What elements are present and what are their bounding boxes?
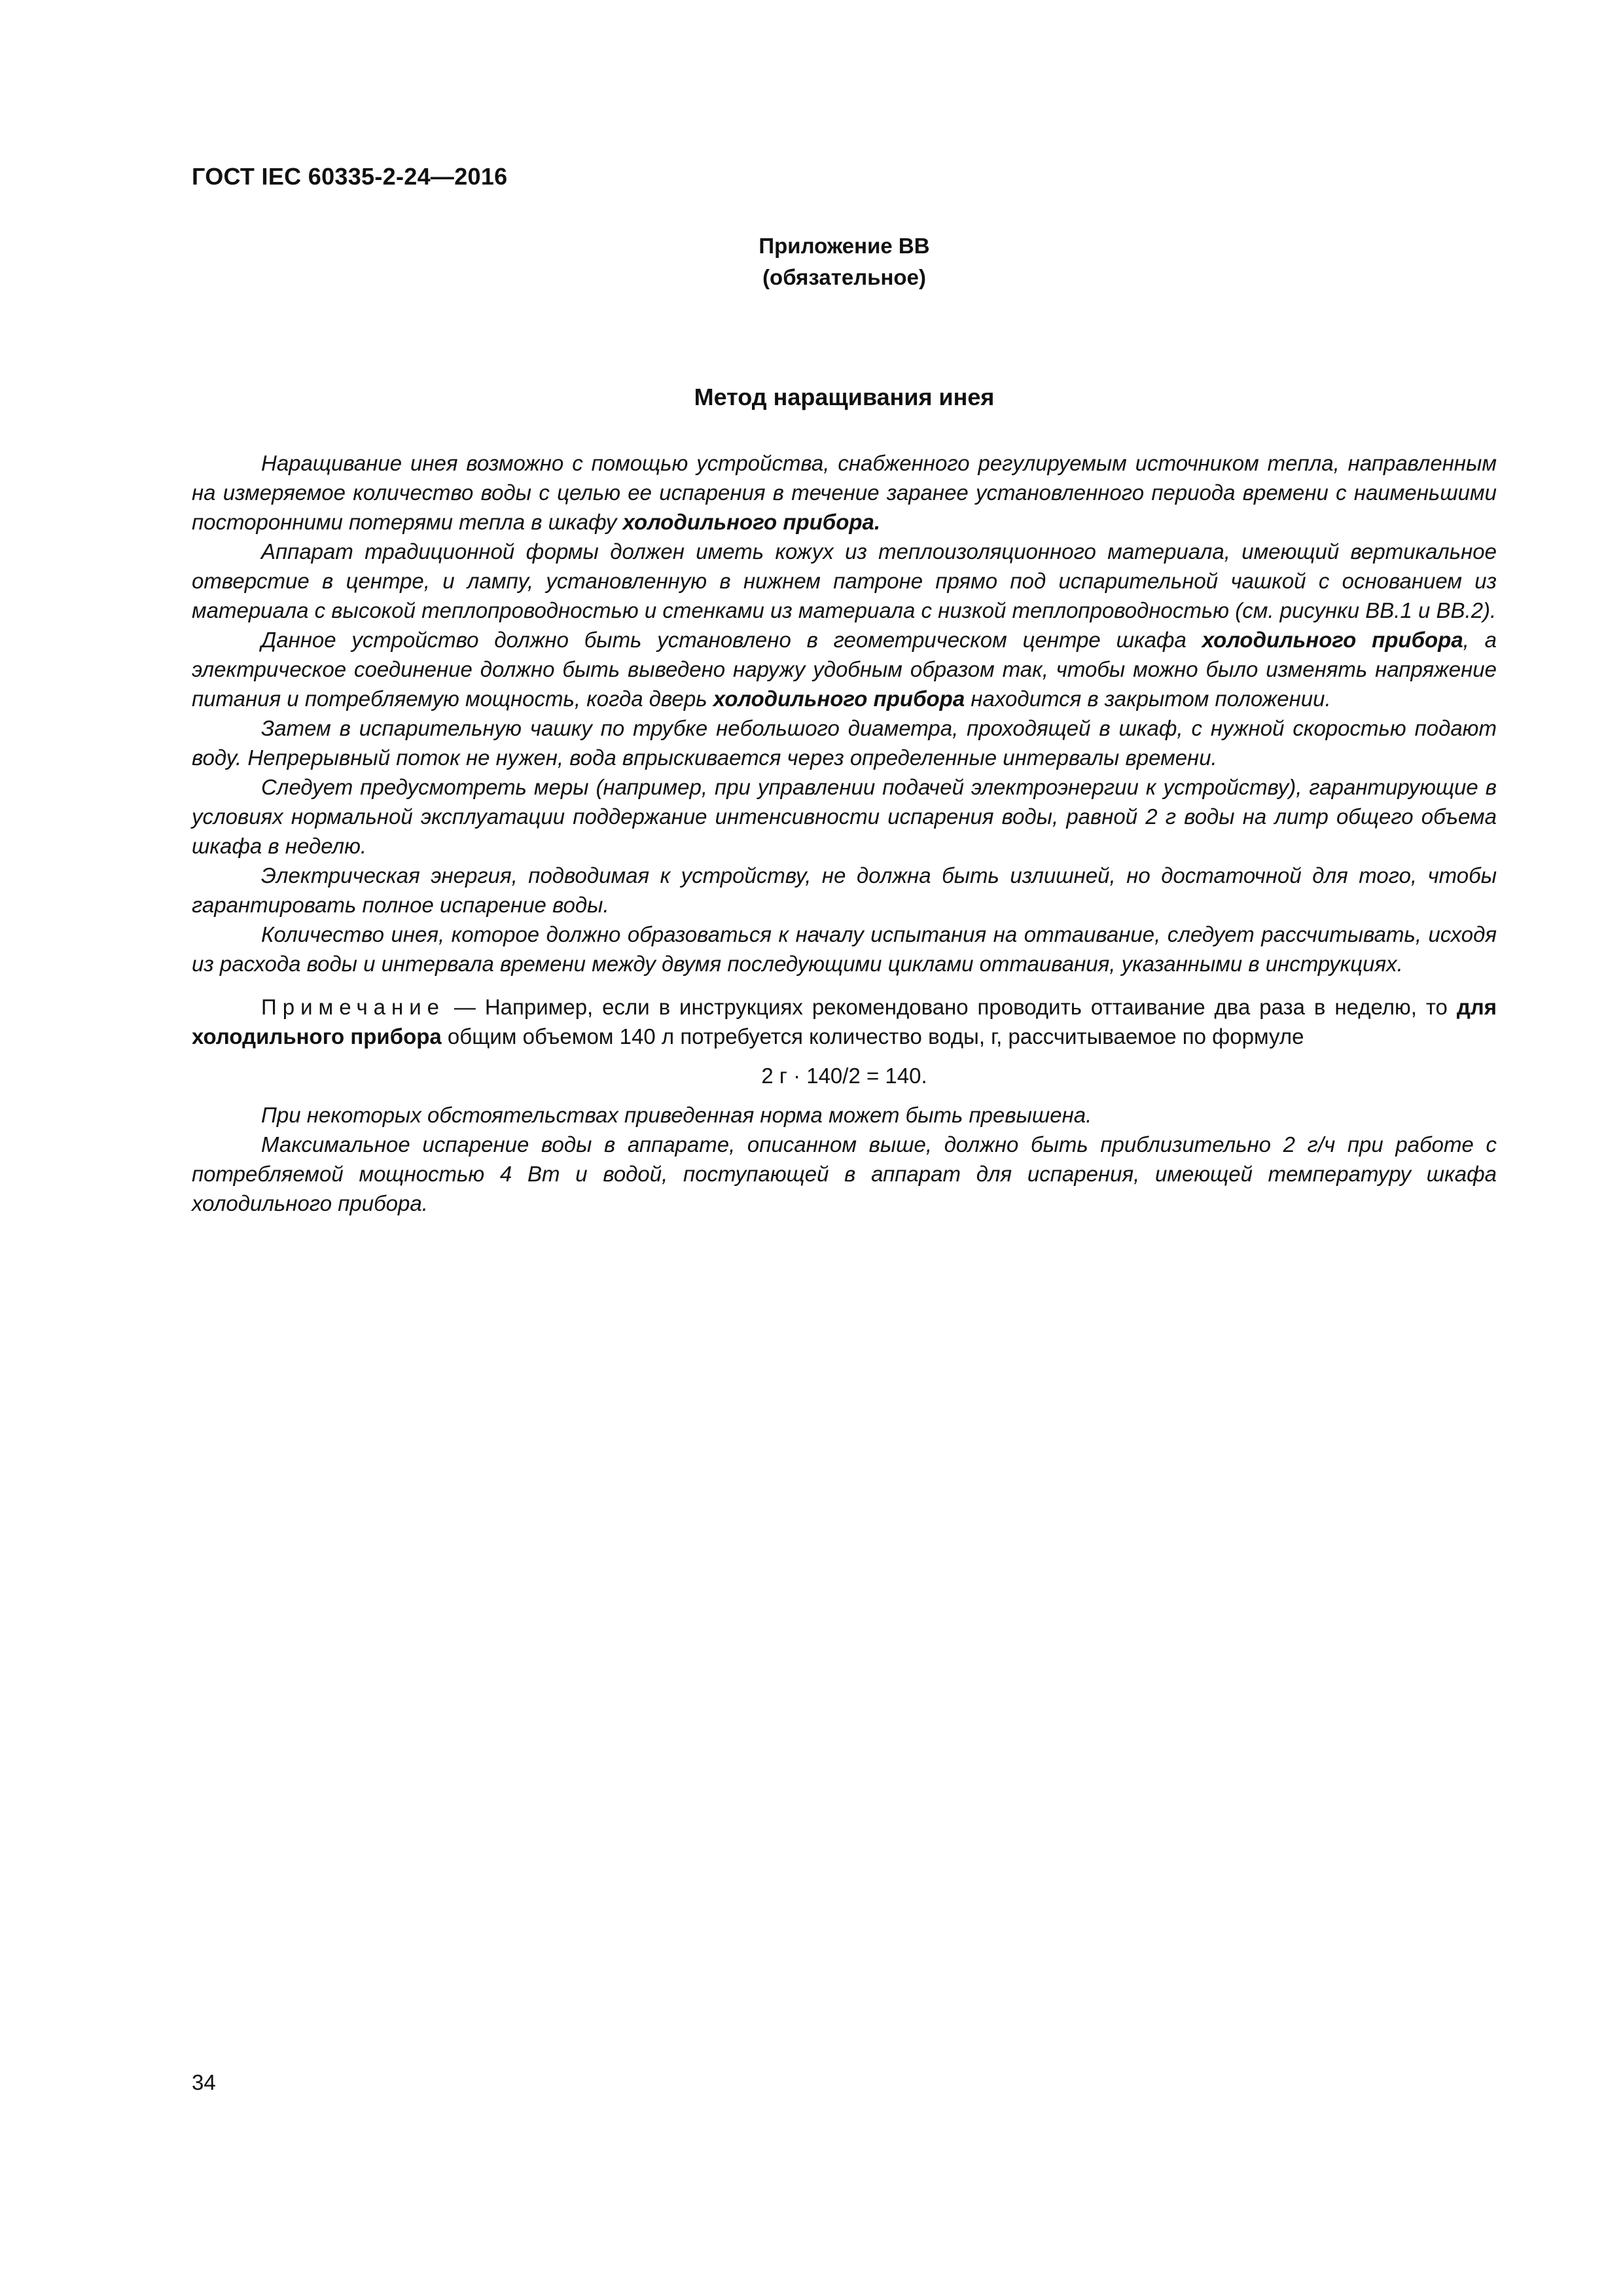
paragraph-text: Наращивание инея возможно с помощью устройства, снабженного регулируемым источником тепла, направленным на измеряемое количество воды с целью ее испарения в течение заранее установленного периода времени с наименьшими посторонними потерями тепла в шкафу xyxy=(192,451,1497,534)
note-label: Примечание xyxy=(261,995,446,1019)
emphasis-term: холодильного прибора xyxy=(713,687,965,711)
paragraph-max-evaporation: Максимальное испарение воды в аппарате, описанном выше, должно быть приблизительно 2 г/ч при работе с потребляемой мощностью 4 Вт и водой, поступающей в аппарат для испарения, имеющей температуру шкафа холодильного прибора. xyxy=(192,1132,1497,1215)
annex-status: (обязательное) xyxy=(762,265,926,289)
paragraph-text: находится в закрытом положении. xyxy=(965,687,1331,711)
paragraph-norm-exceeded: При некоторых обстоятельствах приведенная норма может быть превышена. xyxy=(261,1103,1092,1127)
paragraph-text: Данное устройство должно быть установлено в геометрическом центре шкафа xyxy=(261,628,1202,652)
page-number: 34 xyxy=(192,2070,216,2094)
emphasis-term: для холодильного прибора xyxy=(192,995,1497,1049)
paragraph-apparatus-description: Аппарат традиционной формы должен иметь кожух из теплоизоляционного материала, имеющий вертикальное отверстие в центре, и лампу, установленную в нижнем патроне прямо под испарительной чашкой с основанием из материала с высокой теплопроводностью и стенками из материала с низкой теплопроводностью (см. рисунки BB.1 и BB.2). xyxy=(192,539,1497,622)
note-paragraph xyxy=(192,992,1497,1051)
paragraph-water-supply: Затем в испарительную чашку по трубке небольшого диаметра, проходящей в шкаф, с нужной скоростью подают воду. Непрерывный поток не нужен, вода впрыскивается через определенные интервалы времени. xyxy=(192,716,1497,770)
standard-designation: ГОСТ IEC 60335-2-24—2016 xyxy=(192,163,508,190)
note-text: общим объемом 140 л потребуется количество воды, г, рассчитываемое по формуле xyxy=(441,1024,1304,1049)
note-text: — Например, если в инструкциях рекомендовано проводить оттаивание два раза в неделю, то xyxy=(445,995,1457,1019)
emphasis-term: холодильного прибора xyxy=(1202,628,1463,652)
paragraph-electrical-energy: Электрическая энергия, подводимая к устройству, не должна быть излишней, но достаточной для того, чтобы гарантировать полное испарение воды. xyxy=(192,863,1497,917)
formula: 2 г · 140/2 = 140. xyxy=(761,1064,927,1088)
section-title: Метод наращивания инея xyxy=(694,384,995,410)
annex-heading xyxy=(192,230,1497,293)
document-body xyxy=(192,448,1497,1218)
paragraph-text: , а электрическое соединение должно быть выведено наружу удобным образом так, чтобы можно было изменять напряжение питания и потребляемую мощность, когда дверь xyxy=(192,628,1497,711)
paragraph-device-placement xyxy=(192,625,1497,713)
paragraph-evaporation-rate: Следует предусмотреть меры (например, при управлении подачей электроэнергии к устройству), гарантирующие в условиях нормальной эксплуатации поддержание интенсивности испарения воды, равной 2 г воды на литр общего объема шкафа в неделю. xyxy=(192,775,1497,858)
paragraph-frost-quantity: Количество инея, которое должно образоваться к началу испытания на оттаивание, следует рассчитывать, исходя из расхода воды и интервала времени между двумя последующими циклами оттаивания, указанными в инструкциях. xyxy=(192,922,1497,976)
emphasis-term: холодильного прибора. xyxy=(622,510,881,534)
paragraph-frost-buildup-intro xyxy=(192,448,1497,537)
annex-title: Приложение BB xyxy=(758,234,930,258)
